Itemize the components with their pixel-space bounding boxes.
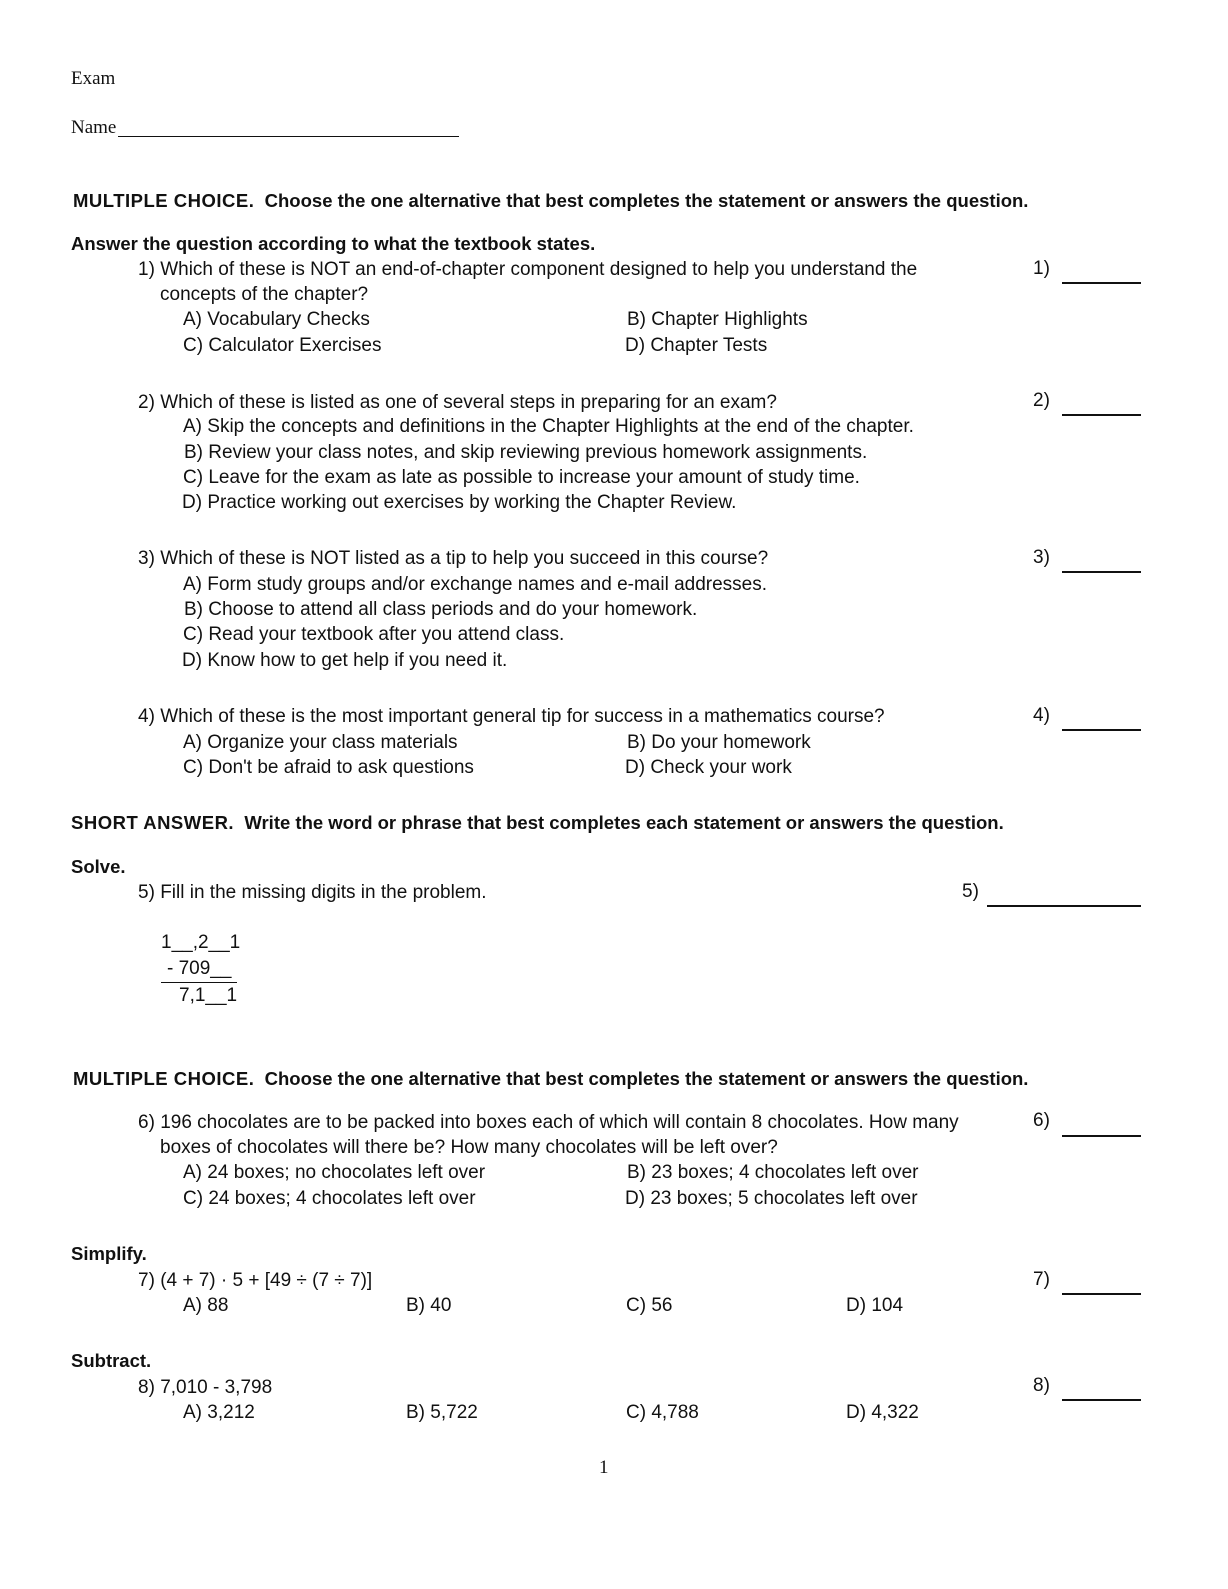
- problem-row-2: - 709__: [167, 958, 232, 979]
- option-d[interactable]: D) 23 boxes; 5 chocolates left over: [625, 1188, 918, 1209]
- name-label-text: Name: [71, 117, 117, 138]
- section-instruction: Choose the one alternative that best completes the statement or answers the question.: [264, 190, 1029, 211]
- question-text: Which of these is the most important general tip for success in a mathematics course?: [160, 706, 885, 727]
- option-b[interactable]: B) 23 boxes; 4 chocolates left over: [627, 1162, 919, 1183]
- option-a[interactable]: A) 88: [183, 1295, 229, 1316]
- question-2: [138, 390, 777, 415]
- option-b[interactable]: B) Review your class notes, and skip reviewing previous homework assignments.: [184, 442, 868, 463]
- question-text: Which of these is NOT an end-of-chapter component designed to help you understand the: [160, 259, 918, 280]
- question-text: (4 + 7) · 5 + [49 ÷ (7 ÷ 7)]: [160, 1270, 373, 1291]
- answer-blank[interactable]: [1062, 1293, 1141, 1295]
- option-c[interactable]: C) Calculator Exercises: [183, 335, 382, 356]
- option-a[interactable]: A) Form study groups and/or exchange names and e-mail addresses.: [183, 574, 768, 595]
- answer-blank[interactable]: [1062, 1135, 1141, 1137]
- option-c[interactable]: C) 24 boxes; 4 chocolates left over: [183, 1188, 476, 1209]
- answer-blank[interactable]: [1062, 571, 1141, 573]
- section-subheader-subtract: Subtract.: [71, 1350, 152, 1371]
- page-number: 1: [599, 1457, 609, 1478]
- option-c[interactable]: C) Leave for the exam as late as possible to increase your amount of study time.: [183, 467, 860, 488]
- answer-number: 4): [1033, 705, 1050, 726]
- answer-number: 6): [1033, 1110, 1050, 1131]
- option-d[interactable]: D) 104: [846, 1295, 904, 1316]
- answer-blank[interactable]: [1062, 414, 1141, 416]
- option-a[interactable]: A) Organize your class materials: [183, 732, 458, 753]
- option-b[interactable]: B) Do your homework: [627, 732, 811, 753]
- answer-number: 5): [962, 881, 979, 902]
- option-c[interactable]: C) 4,788: [626, 1402, 699, 1423]
- question-number: 5): [138, 882, 155, 903]
- answer-blank[interactable]: [1062, 1399, 1141, 1401]
- section-header-mc2: [73, 1068, 1028, 1090]
- question-8: [138, 1375, 272, 1400]
- option-b[interactable]: B) 40: [406, 1295, 452, 1316]
- exam-label: Exam: [71, 68, 116, 89]
- answer-number: 2): [1033, 390, 1050, 411]
- question-number: 1): [138, 259, 155, 280]
- option-c[interactable]: C) 56: [626, 1295, 673, 1316]
- option-b[interactable]: B) Choose to attend all class periods and do your homework.: [184, 599, 698, 620]
- option-a[interactable]: A) 24 boxes; no chocolates left over: [183, 1162, 486, 1183]
- section-subheader: Answer the question according to what the textbook states.: [71, 233, 596, 254]
- option-d[interactable]: D) Check your work: [625, 757, 792, 778]
- question-text: Fill in the missing digits in the problem.: [160, 882, 487, 903]
- question-number: 2): [138, 392, 155, 413]
- section-title: SHORT ANSWER.: [71, 812, 235, 833]
- question-1-line2: concepts of the chapter?: [160, 284, 369, 305]
- answer-number: 1): [1033, 258, 1050, 279]
- answer-blank[interactable]: [1062, 729, 1141, 731]
- section-title: MULTIPLE CHOICE.: [73, 190, 255, 211]
- name-field[interactable]: [118, 136, 459, 137]
- option-d[interactable]: D) Practice working out exercises by working the Chapter Review.: [182, 492, 737, 513]
- question-3: [138, 546, 768, 571]
- option-d[interactable]: D) Know how to get help if you need it.: [182, 650, 508, 671]
- section-subheader-simplify: Simplify.: [71, 1243, 147, 1264]
- question-5: [138, 880, 487, 905]
- section-subheader-solve: Solve.: [71, 856, 126, 877]
- subtraction-problem: [161, 930, 240, 1009]
- option-a[interactable]: A) 3,212: [183, 1402, 255, 1423]
- question-7: [138, 1268, 372, 1293]
- answer-blank[interactable]: [1062, 282, 1141, 284]
- section-instruction: Write the word or phrase that best completes each statement or answers the question.: [244, 812, 1004, 833]
- option-c[interactable]: C) Don't be afraid to ask questions: [183, 757, 474, 778]
- question-number: 8): [138, 1377, 155, 1398]
- question-6-line2: boxes of chocolates will there be? How many chocolates will be left over?: [160, 1137, 778, 1158]
- section-header-mc1: [73, 190, 1028, 212]
- name-label: [71, 117, 116, 139]
- problem-row-3: 7,1__1: [161, 982, 237, 1009]
- question-number: 4): [138, 706, 155, 727]
- answer-number: 8): [1033, 1375, 1050, 1396]
- answer-number: 7): [1033, 1269, 1050, 1290]
- question-text: Which of these is NOT listed as a tip to help you succeed in this course?: [160, 548, 769, 569]
- question-text: 196 chocolates are to be packed into boxes each of which will contain 8 chocolates. How many: [160, 1112, 959, 1133]
- problem-row-1: 1__,2__1: [161, 932, 241, 953]
- section-instruction: Choose the one alternative that best completes the statement or answers the question.: [264, 1068, 1029, 1089]
- question-text: Which of these is listed as one of several steps in preparing for an exam?: [160, 392, 777, 413]
- option-a[interactable]: A) Skip the concepts and definitions in the Chapter Highlights at the end of the chapter.: [183, 416, 914, 437]
- question-number: 3): [138, 548, 155, 569]
- question-text: 7,010 - 3,798: [160, 1377, 273, 1398]
- question-number: 6): [138, 1112, 155, 1133]
- question-number: 7): [138, 1270, 155, 1291]
- section-title: MULTIPLE CHOICE.: [73, 1068, 255, 1089]
- question-1: [138, 257, 917, 282]
- answer-blank[interactable]: [987, 905, 1141, 907]
- answer-number: 3): [1033, 547, 1050, 568]
- option-d[interactable]: D) Chapter Tests: [625, 335, 768, 356]
- option-d[interactable]: D) 4,322: [846, 1402, 919, 1423]
- option-b[interactable]: B) 5,722: [406, 1402, 478, 1423]
- option-c[interactable]: C) Read your textbook after you attend class.: [183, 624, 565, 645]
- option-a[interactable]: A) Vocabulary Checks: [183, 309, 370, 330]
- section-header-short-answer: [71, 812, 1004, 834]
- question-6: [138, 1110, 959, 1135]
- question-4: [138, 704, 885, 729]
- option-b[interactable]: B) Chapter Highlights: [627, 309, 808, 330]
